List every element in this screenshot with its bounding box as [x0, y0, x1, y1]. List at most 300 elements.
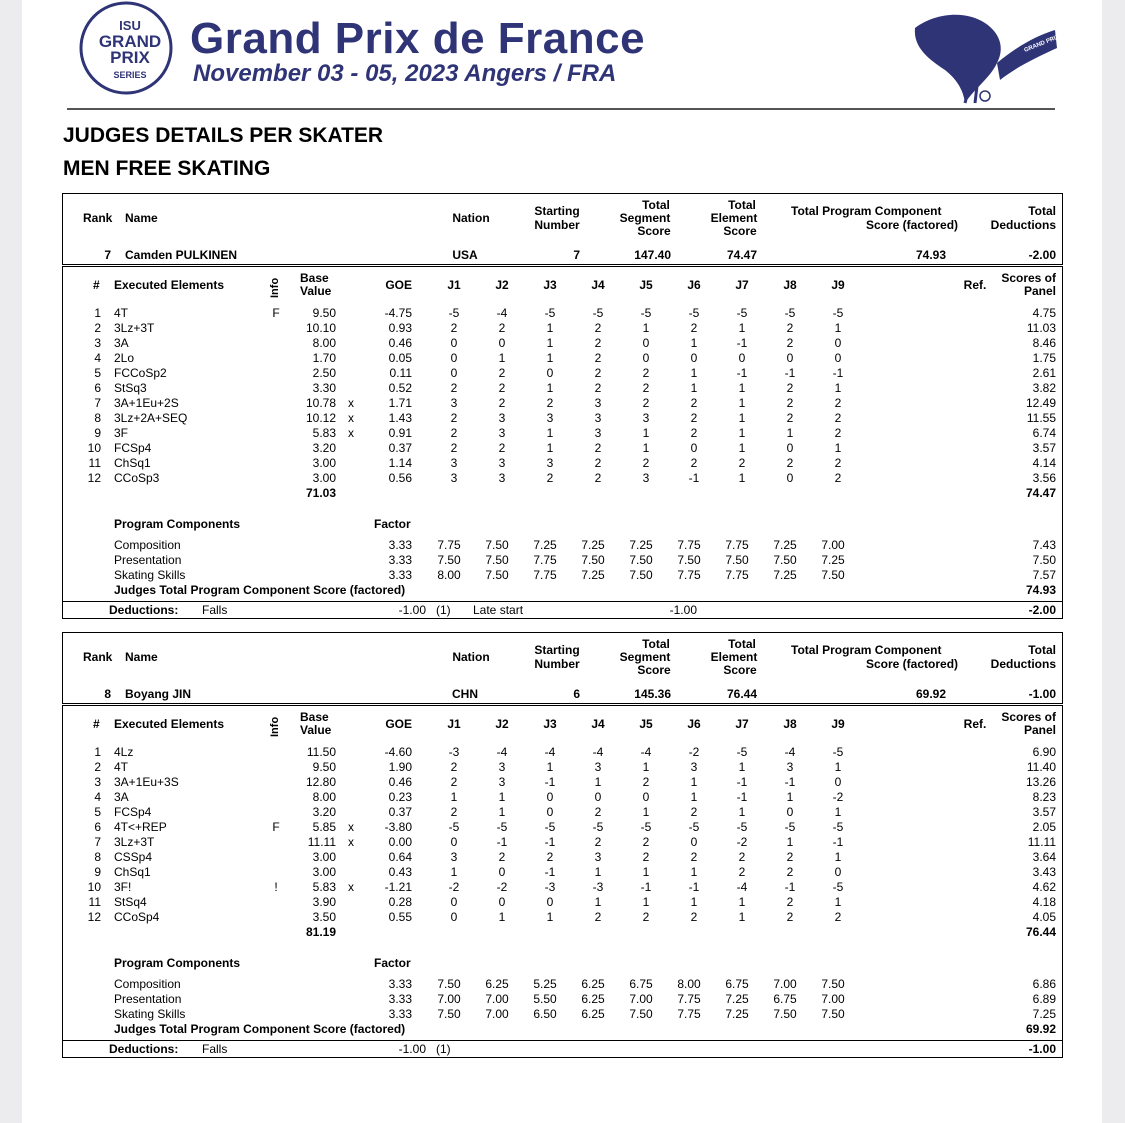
judge-goe: 1 — [738, 805, 746, 819]
element-code: StSq3 — [114, 381, 147, 395]
element-info: F — [272, 306, 280, 320]
emblem-text: GRAND PRIX DE FRANCE — [1023, 20, 1095, 54]
judge-goe: 2 — [498, 381, 506, 395]
judge-goe: 1 — [738, 411, 746, 425]
judge-component-score: 7.75 — [677, 568, 701, 582]
deduction-count: (1) — [436, 1042, 451, 1056]
judge-goe: 0 — [786, 351, 794, 365]
judge-goe: 2 — [498, 396, 506, 410]
judge-goe: -4 — [784, 745, 796, 759]
executed-elements-header: Executed Elements — [114, 278, 225, 292]
judge-component-score: 6.75 — [629, 977, 653, 991]
judge-goe: -5 — [736, 306, 748, 320]
judge-goe: 3 — [498, 456, 506, 470]
judge-component-score: 6.75 — [725, 977, 749, 991]
deduction-value: -1.00 — [398, 603, 426, 617]
element-score: 13.26 — [1025, 775, 1056, 789]
starting-header: Starting — [534, 204, 580, 218]
judge-goe: 0 — [690, 351, 698, 365]
judge-goe: 0 — [498, 336, 506, 350]
element-code: FCSp4 — [114, 441, 152, 455]
skater-tes: 74.47 — [726, 248, 757, 262]
judge-goe: 2 — [594, 805, 602, 819]
judge-goe: 2 — [834, 426, 842, 440]
judge-goe: 2 — [642, 835, 650, 849]
judge-goe: 2 — [450, 321, 458, 335]
deduction-value: -1.00 — [398, 1042, 426, 1056]
element-goe: 1.43 — [388, 411, 412, 425]
element-goe: 0.28 — [388, 895, 412, 909]
judge-goe: 2 — [690, 456, 698, 470]
component-name: Composition — [114, 977, 181, 991]
panel-header: Panel — [1023, 284, 1056, 298]
judge-component-score: 7.75 — [725, 568, 749, 582]
judge-goe: 2 — [594, 456, 602, 470]
judge-goe: -1 — [736, 336, 748, 350]
judge-component-score: 7.25 — [821, 553, 845, 567]
nation-header: Nation — [452, 650, 490, 664]
base-value-header: Base — [300, 271, 329, 285]
component-score: 7.50 — [1032, 553, 1056, 567]
judge-goe: 2 — [594, 366, 602, 380]
judge-goe: -5 — [832, 306, 844, 320]
judge-goe: -3 — [544, 880, 556, 894]
judge-goe: 3 — [498, 775, 506, 789]
element-code: CCoSp3 — [114, 471, 160, 485]
judge-goe: 1 — [738, 426, 746, 440]
element-goe: -3.80 — [384, 820, 412, 834]
deduction-count: (1) — [436, 603, 451, 617]
skater-nation: USA — [452, 248, 478, 262]
judge-goe: -1 — [544, 835, 556, 849]
judge-goe: -5 — [784, 306, 796, 320]
judge-goe: 0 — [834, 865, 842, 879]
element-number: 11 — [88, 895, 101, 909]
tpcs-header: Total Program Component — [791, 204, 942, 218]
judge-goe: -5 — [832, 820, 844, 834]
judge-header: J5 — [639, 717, 653, 731]
tes-header: Element — [710, 211, 758, 225]
judge-goe: 1 — [642, 895, 650, 909]
element-base-value: 10.78 — [305, 396, 336, 410]
judge-goe: 1 — [738, 910, 746, 924]
judge-goe: 2 — [738, 865, 746, 879]
judge-goe: 2 — [786, 336, 794, 350]
rank-header: Rank — [83, 650, 113, 664]
judge-goe: 1 — [690, 381, 698, 395]
judge-goe: -5 — [736, 745, 748, 759]
judge-header: J4 — [591, 278, 605, 292]
judge-header: J1 — [447, 717, 461, 731]
logo-text-grand: GRAND — [98, 32, 162, 51]
element-score: 8.23 — [1032, 790, 1056, 804]
judge-component-score: 7.50 — [677, 553, 701, 567]
judge-goe: 2 — [786, 396, 794, 410]
judge-goe: 2 — [786, 895, 794, 909]
judge-component-score: 8.00 — [437, 568, 461, 582]
element-goe: 0.46 — [388, 775, 412, 789]
judge-component-score: 7.50 — [485, 538, 509, 552]
tpcs-header: Total Program Component — [791, 643, 942, 657]
element-number: 6 — [94, 381, 101, 395]
judge-goe: 3 — [546, 456, 554, 470]
judge-goe: 0 — [594, 790, 602, 804]
panel-header: Scores of — [1001, 271, 1056, 285]
judge-header: J6 — [687, 278, 701, 292]
element-code: 3A — [114, 336, 129, 350]
program-components-header: Program Components — [114, 956, 241, 970]
name-header: Name — [125, 650, 158, 664]
judge-goe: 1 — [834, 760, 842, 774]
judge-goe: 1 — [834, 381, 842, 395]
element-code: FCSp4 — [114, 805, 152, 819]
judge-component-score: 7.25 — [533, 538, 557, 552]
element-code: 4Lz — [114, 745, 134, 759]
element-goe: 0.05 — [388, 351, 412, 365]
judge-goe: -1 — [688, 880, 700, 894]
judge-component-score: 6.25 — [581, 977, 605, 991]
judge-goe: -5 — [832, 880, 844, 894]
tes-header: Score — [723, 224, 757, 238]
judge-goe: 1 — [546, 381, 554, 395]
judge-component-score: 7.75 — [677, 1007, 701, 1021]
tss-header: Score — [637, 663, 671, 677]
judge-goe: 2 — [786, 456, 794, 470]
judge-goe: -1 — [544, 775, 556, 789]
element-bonus-mark: x — [348, 820, 354, 834]
judge-goe: -5 — [688, 820, 700, 834]
element-goe: 0.93 — [388, 321, 412, 335]
info-header: Info — [269, 277, 281, 298]
element-base-value: 3.30 — [312, 381, 336, 395]
component-name: Skating Skills — [114, 1007, 186, 1021]
judge-component-score: 7.00 — [437, 992, 461, 1006]
element-score: 3.57 — [1032, 441, 1056, 455]
element-number: 9 — [94, 865, 101, 879]
element-number: 5 — [94, 805, 101, 819]
judge-component-score: 7.50 — [437, 553, 461, 567]
tss-header: Segment — [619, 650, 671, 664]
judge-component-score: 7.50 — [485, 553, 509, 567]
judge-goe: -1 — [832, 366, 844, 380]
judge-goe: 2 — [642, 396, 650, 410]
judge-component-score: 7.75 — [677, 992, 701, 1006]
judge-header: J2 — [495, 278, 509, 292]
judge-component-score: 7.75 — [533, 568, 557, 582]
judge-goe: 2 — [738, 850, 746, 864]
element-score: 11.55 — [1026, 411, 1056, 425]
judge-goe: -1 — [784, 880, 796, 894]
element-score: 4.62 — [1032, 880, 1056, 894]
element-base-value: 12.80 — [305, 775, 336, 789]
judge-goe: 2 — [690, 426, 698, 440]
skater-name: Boyang JIN — [125, 687, 192, 701]
tded-header: Total — [1028, 204, 1056, 218]
skater-nation: CHN — [452, 687, 478, 701]
element-code: StSq4 — [114, 895, 147, 909]
judge-goe: 0 — [498, 865, 506, 879]
element-bonus-mark: x — [348, 396, 354, 410]
element-goe: 0.43 — [388, 865, 412, 879]
element-number: 9 — [94, 426, 101, 440]
judge-goe: 2 — [690, 910, 698, 924]
judge-goe: 1 — [498, 790, 506, 804]
element-number: 4 — [94, 790, 101, 804]
judge-goe: -1 — [688, 471, 700, 485]
component-factor: 3.33 — [388, 538, 412, 552]
judge-goe: 0 — [546, 790, 554, 804]
judge-header: J3 — [543, 278, 557, 292]
tpcs-header: Score (factored) — [866, 657, 959, 671]
element-bonus-mark: x — [348, 835, 354, 849]
judge-goe: 2 — [786, 910, 794, 924]
component-score: 6.89 — [1032, 992, 1056, 1006]
judge-goe: 2 — [594, 835, 602, 849]
judge-goe: 2 — [450, 381, 458, 395]
document-title: JUDGES DETAILS PER SKATER — [63, 124, 384, 147]
element-code: 4T — [114, 306, 129, 320]
judge-goe: 1 — [738, 471, 746, 485]
event-title: Grand Prix de France — [190, 14, 646, 63]
element-goe: 0.11 — [389, 366, 412, 380]
judge-goe: 1 — [786, 835, 794, 849]
skater-pcs: 69.92 — [915, 687, 946, 701]
element-number: 1 — [94, 306, 101, 320]
element-number: 3 — [94, 336, 101, 350]
element-base-value: 5.83 — [312, 426, 336, 440]
judge-goe: 1 — [786, 790, 794, 804]
element-code: 3A+1Eu+3S — [114, 775, 179, 789]
judge-goe: 2 — [738, 456, 746, 470]
component-name: Skating Skills — [114, 568, 186, 582]
judge-goe: 3 — [642, 471, 650, 485]
judge-goe: 2 — [594, 471, 602, 485]
skater-deductions: -1.00 — [1028, 687, 1056, 701]
judge-goe: 0 — [450, 351, 458, 365]
judge-goe: -1 — [736, 790, 748, 804]
judge-component-score: 7.50 — [773, 1007, 797, 1021]
deductions-total: -2.00 — [1028, 603, 1056, 617]
judge-goe: 2 — [594, 441, 602, 455]
component-name: Presentation — [114, 553, 182, 567]
judge-goe: 1 — [642, 321, 650, 335]
judge-goe: 0 — [642, 351, 650, 365]
header-divider — [67, 108, 1055, 110]
judge-goe: 2 — [834, 411, 842, 425]
judge-goe: -5 — [448, 306, 460, 320]
judge-goe: -1 — [736, 366, 748, 380]
judge-goe: 1 — [594, 775, 602, 789]
judge-goe: 0 — [642, 336, 650, 350]
element-goe: 0.00 — [388, 835, 412, 849]
judge-goe: -1 — [544, 865, 556, 879]
judge-goe: 1 — [450, 865, 458, 879]
element-goe: 0.64 — [388, 850, 412, 864]
judge-goe: -1 — [784, 366, 796, 380]
element-code: 3Lz+2A+SEQ — [114, 411, 188, 425]
element-goe: 0.23 — [388, 790, 412, 804]
judge-component-score: 7.25 — [725, 992, 749, 1006]
element-code: 4T<+REP — [114, 820, 167, 834]
judge-component-score: 7.00 — [629, 992, 653, 1006]
element-code: 3F — [114, 426, 129, 440]
judge-goe: 2 — [450, 441, 458, 455]
base-value-header: Value — [300, 723, 332, 737]
logo-text-prix: PRIX — [110, 48, 150, 67]
judge-goe: 1 — [690, 336, 698, 350]
judge-goe: 1 — [642, 441, 650, 455]
element-base-value: 1.70 — [312, 351, 336, 365]
judge-component-score: 7.50 — [821, 977, 845, 991]
elements-num-header: # — [93, 717, 100, 731]
element-base-value: 3.00 — [312, 865, 336, 879]
judge-component-score: 7.50 — [485, 568, 509, 582]
tss-header: Score — [637, 224, 671, 238]
judge-component-score: 7.75 — [437, 538, 461, 552]
judge-goe: 0 — [450, 910, 458, 924]
element-score: 8.46 — [1032, 336, 1056, 350]
judge-goe: -5 — [736, 820, 748, 834]
goe-header: GOE — [385, 717, 412, 731]
judge-goe: 0 — [450, 336, 458, 350]
element-code: 3Lz+3T — [114, 321, 155, 335]
judge-goe: 2 — [642, 910, 650, 924]
judge-header: J8 — [783, 278, 797, 292]
judge-goe: -4 — [592, 745, 604, 759]
judge-goe: 1 — [546, 910, 554, 924]
judge-goe: -5 — [544, 306, 556, 320]
judge-goe: 2 — [786, 865, 794, 879]
judge-goe: 1 — [738, 895, 746, 909]
component-score: 7.25 — [1032, 1007, 1056, 1021]
judge-header: J6 — [687, 717, 701, 731]
elements-num-header: # — [93, 278, 100, 292]
judge-goe: 2 — [594, 381, 602, 395]
judge-goe: 2 — [594, 336, 602, 350]
judge-goe: 1 — [834, 321, 842, 335]
judge-goe: 2 — [450, 805, 458, 819]
judge-goe: 3 — [642, 411, 650, 425]
element-base-value: 9.50 — [312, 306, 336, 320]
element-number: 4 — [94, 351, 101, 365]
element-score: 3.82 — [1032, 381, 1056, 395]
element-code: CSSp4 — [114, 850, 153, 864]
judge-goe: -5 — [448, 820, 460, 834]
element-goe: 0.46 — [388, 336, 412, 350]
judge-goe: 0 — [546, 895, 554, 909]
judge-goe: 1 — [738, 441, 746, 455]
judge-goe: 2 — [786, 321, 794, 335]
info-header: Info — [269, 716, 281, 737]
starting-header: Number — [534, 218, 580, 232]
judge-goe: -2 — [688, 745, 700, 759]
judge-goe: -4 — [640, 745, 652, 759]
skater-rank: 7 — [104, 248, 111, 262]
element-base-value: 8.00 — [312, 790, 336, 804]
judge-component-score: 7.25 — [725, 1007, 749, 1021]
element-number: 7 — [94, 396, 101, 410]
judge-goe: 1 — [834, 850, 842, 864]
factor-header: Factor — [374, 956, 411, 970]
judge-component-score: 7.50 — [773, 553, 797, 567]
element-goe: 1.14 — [388, 456, 412, 470]
judge-goe: 1 — [546, 321, 554, 335]
judge-component-score: 5.25 — [533, 977, 557, 991]
judge-goe: 0 — [690, 441, 698, 455]
judge-goe: -5 — [640, 306, 652, 320]
judge-component-score: 7.25 — [773, 538, 797, 552]
judge-goe: 3 — [450, 850, 458, 864]
judge-goe: 2 — [786, 850, 794, 864]
judge-goe: -5 — [784, 820, 796, 834]
judge-goe: 2 — [450, 760, 458, 774]
skater-start-number: 6 — [573, 687, 580, 701]
judge-header: J8 — [783, 717, 797, 731]
judge-goe: 2 — [834, 396, 842, 410]
judge-goe: 1 — [690, 790, 698, 804]
judge-component-score: 6.25 — [485, 977, 509, 991]
judge-goe: 0 — [498, 895, 506, 909]
element-score: 4.05 — [1032, 910, 1056, 924]
element-goe: 0.52 — [388, 381, 412, 395]
element-number: 10 — [87, 880, 101, 894]
isu-grand-prix-logo — [76, 0, 180, 104]
judge-header: J3 — [543, 717, 557, 731]
judge-goe: 2 — [546, 850, 554, 864]
judge-component-score: 7.75 — [725, 538, 749, 552]
event-subtitle: November 03 - 05, 2023 Angers / FRA — [193, 60, 617, 87]
element-code: ChSq1 — [114, 456, 151, 470]
judge-goe: 0 — [786, 471, 794, 485]
ref-header: Ref. — [963, 278, 987, 292]
element-base-value: 10.10 — [305, 321, 336, 335]
skater-rank: 8 — [104, 687, 111, 701]
component-name: Presentation — [114, 992, 182, 1006]
deduction-label: Late start — [473, 603, 524, 617]
element-score: 6.90 — [1032, 745, 1056, 759]
judge-goe: -2 — [496, 880, 508, 894]
element-number: 12 — [87, 471, 101, 485]
component-score: 7.57 — [1032, 568, 1056, 582]
judge-goe: 2 — [594, 910, 602, 924]
judge-component-score: 7.75 — [677, 538, 701, 552]
judge-goe: 2 — [594, 321, 602, 335]
judge-goe: -1 — [784, 775, 796, 789]
judge-goe: 1 — [738, 760, 746, 774]
judge-goe: 1 — [690, 865, 698, 879]
element-score: 4.14 — [1032, 456, 1056, 470]
element-goe: -4.75 — [384, 306, 412, 320]
judge-component-score: 6.50 — [533, 1007, 557, 1021]
judge-header: J5 — [639, 278, 653, 292]
judge-goe: 3 — [498, 411, 506, 425]
panel-header: Scores of — [1001, 710, 1056, 724]
judge-component-score: 7.50 — [629, 1007, 653, 1021]
base-value-header: Value — [300, 284, 332, 298]
judge-goe: 2 — [498, 850, 506, 864]
judge-goe: 1 — [834, 895, 842, 909]
judges-total-label: Judges Total Program Component Score (factored) — [114, 583, 406, 597]
tded-header: Deductions — [990, 657, 1056, 671]
component-factor: 3.33 — [388, 977, 412, 991]
judge-goe: 0 — [546, 366, 554, 380]
judge-goe: 2 — [786, 381, 794, 395]
tss-header: Segment — [619, 211, 671, 225]
element-goe: 1.71 — [388, 396, 412, 410]
judge-goe: -2 — [832, 790, 844, 804]
judge-goe: 1 — [642, 760, 650, 774]
judge-goe: 2 — [690, 850, 698, 864]
